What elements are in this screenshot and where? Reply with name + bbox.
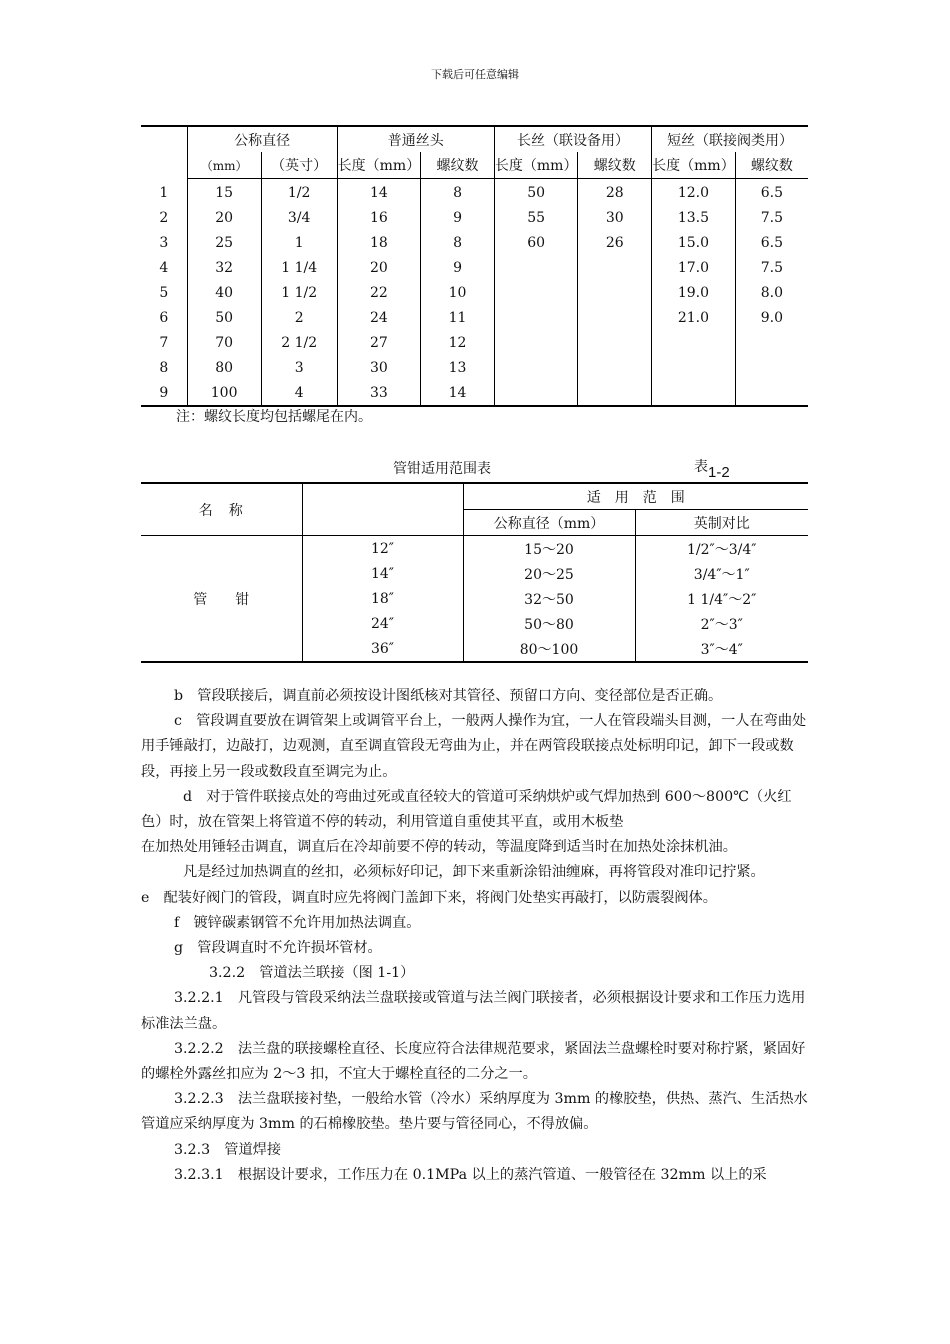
table-cell: 7.5 bbox=[735, 206, 808, 231]
table-cell bbox=[578, 305, 652, 330]
table-cell bbox=[735, 330, 808, 355]
table-row bbox=[141, 231, 808, 256]
table-cell bbox=[735, 355, 808, 380]
group-header: 普通丝头 bbox=[337, 126, 494, 152]
table-cell: 14″ bbox=[302, 561, 463, 586]
para-f: f 镀锌碳素钢管不允许用加热法调直。 bbox=[174, 914, 421, 931]
para-d1: d 对于管件联接点处的弯曲过死或直径较大的管道可采纳烘炉或气焊加热到 600～800℃（火红色）时，放在管架上将管道不停的转动，利用管道自重使其平直，或用木板垫 bbox=[141, 788, 792, 831]
table-cell: 60 bbox=[494, 231, 578, 256]
empty-header bbox=[302, 483, 463, 536]
table-cell: 15.0 bbox=[652, 231, 736, 256]
table-cell: 11 bbox=[421, 305, 495, 330]
para-3-2-2-1: 3.2.2.1 凡管段与管段采纳法兰盘联接或管道与法兰阀门联接者，必须根据设计要求和工作压力选用标准法兰盘。 bbox=[141, 990, 806, 1032]
sub-header: 螺纹数 bbox=[578, 152, 652, 179]
table-note: 注：螺纹长度均包括螺尾在内。 bbox=[176, 409, 372, 425]
table-cell: 14 bbox=[421, 380, 495, 406]
group-header: 长丝（联设备用） bbox=[494, 126, 651, 152]
table-cell: 70 bbox=[187, 330, 261, 355]
table-cell: 18 bbox=[337, 231, 421, 256]
table-cell bbox=[652, 355, 736, 380]
group-header: 公称直径 bbox=[187, 126, 337, 152]
table-number bbox=[694, 456, 730, 481]
thread-length-table bbox=[141, 125, 808, 407]
table-cell bbox=[494, 281, 578, 306]
table-cell bbox=[578, 355, 652, 380]
table-cell bbox=[578, 256, 652, 281]
table-cell bbox=[494, 355, 578, 380]
table-cell: 8 bbox=[421, 179, 495, 206]
table-cell: 14 bbox=[337, 179, 421, 206]
table-row bbox=[141, 355, 808, 380]
table-cell: 2 bbox=[159, 210, 169, 227]
para-d2: 在加热处用锤轻击调直，调直后在冷却前要不停的转动，等温度降到适当时在加热处涂抹机油。 bbox=[141, 839, 737, 856]
table-cell bbox=[578, 281, 652, 306]
body-text bbox=[141, 684, 808, 1188]
table-row bbox=[141, 179, 808, 206]
table-cell bbox=[494, 256, 578, 281]
table-cell: 13.5 bbox=[652, 206, 736, 231]
table-cell: 55 bbox=[494, 206, 578, 231]
col-dn-header: 公称直径（mm） bbox=[463, 510, 635, 536]
table-cell: 20 bbox=[187, 206, 261, 231]
page-header: 下载后可任意编辑 bbox=[431, 68, 519, 81]
table-cell bbox=[578, 330, 652, 355]
table-cell: 24″ bbox=[302, 611, 463, 636]
table-cell: 18″ bbox=[302, 586, 463, 611]
table-cell: 1 1/2 bbox=[261, 281, 337, 306]
table-cell bbox=[494, 305, 578, 330]
table-row bbox=[141, 380, 808, 406]
sub-header: 长度（mm） bbox=[494, 152, 578, 179]
table-cell: 28 bbox=[578, 179, 652, 206]
table-cell bbox=[652, 380, 736, 406]
table-cell: 3 bbox=[159, 235, 169, 252]
table-cell: 13 bbox=[421, 355, 495, 380]
table-cell: 3/4 bbox=[261, 206, 337, 231]
table-cell: 30 bbox=[578, 206, 652, 231]
table-row bbox=[141, 536, 808, 562]
table-row bbox=[141, 281, 808, 306]
table-cell: 3″～4″ bbox=[635, 636, 808, 662]
table-cell: 100 bbox=[187, 380, 261, 406]
table-cell: 4 bbox=[261, 380, 337, 406]
corner-cell bbox=[141, 126, 187, 179]
table-cell: 27 bbox=[337, 330, 421, 355]
table-cell: 12″ bbox=[302, 536, 463, 562]
table-row bbox=[141, 305, 808, 330]
table-cell: 9 bbox=[159, 384, 169, 401]
sub-header: 螺纹数 bbox=[735, 152, 808, 179]
table-cell: 19.0 bbox=[652, 281, 736, 306]
table-cell: 2 1/2 bbox=[261, 330, 337, 355]
para-e: e 配装好阀门的管段，调直时应先将阀门盖卸下来，将阀门处垫实再敲打，以防震裂阀体。 bbox=[141, 889, 717, 906]
table-cell bbox=[578, 380, 652, 406]
table-cell: 15 bbox=[187, 179, 261, 206]
table-cell bbox=[652, 330, 736, 355]
para-c: c 管段调直要放在调管架上或调管平台上，一般两人操作为宜，一人在管段端头目测，一人在弯曲处用手锤敲打，边敲打，边观测，直至调直管段无弯曲为止，并在两管段联接点处标明印记，卸下一段或数段，再接上另一段或数段直至调完为止。 bbox=[141, 713, 807, 780]
sub-header: （mm） bbox=[187, 152, 261, 179]
table-row bbox=[141, 330, 808, 355]
table-cell: 22 bbox=[337, 281, 421, 306]
table-row bbox=[141, 256, 808, 281]
table-cell: 9 bbox=[421, 256, 495, 281]
section-3-2-2: 3.2.2 管道法兰联接（图 1-1） bbox=[209, 965, 415, 982]
table-cell: 3/4″～1″ bbox=[635, 561, 808, 586]
table-cell: 7.5 bbox=[735, 256, 808, 281]
table-cell: 80 bbox=[187, 355, 261, 380]
table-cell: 1 bbox=[159, 185, 169, 202]
table-cell: 32 bbox=[187, 256, 261, 281]
table-cell: 17.0 bbox=[652, 256, 736, 281]
table-cell: 15～20 bbox=[463, 536, 635, 562]
table-cell: 50 bbox=[494, 179, 578, 206]
table-cell: 12 bbox=[421, 330, 495, 355]
table-cell: 36″ bbox=[302, 636, 463, 662]
table-cell: 2 bbox=[261, 305, 337, 330]
table-cell: 24 bbox=[337, 305, 421, 330]
sub-header: （英寸） bbox=[261, 152, 337, 179]
col-name-header: 名 称 bbox=[141, 483, 302, 536]
table-cell: 2″～3″ bbox=[635, 611, 808, 636]
table-caption: 管钳适用范围表 bbox=[393, 461, 491, 477]
table-cell bbox=[494, 380, 578, 406]
table-number-prefix: 表 bbox=[694, 459, 708, 475]
table-cell: 9.0 bbox=[735, 305, 808, 330]
table-cell bbox=[494, 330, 578, 355]
table-cell: 25 bbox=[187, 231, 261, 256]
table-cell: 1 1/4″～2″ bbox=[635, 586, 808, 611]
table-cell bbox=[735, 380, 808, 406]
table-cell: 1 1/4 bbox=[261, 256, 337, 281]
table-row bbox=[141, 206, 808, 231]
para-b: b 管段联接后，调直前必须按设计图纸核对其管径、预留口方向、变径部位是否正确。 bbox=[174, 688, 723, 704]
group-header: 短丝（联接阀类用） bbox=[652, 126, 808, 152]
sub-header: 长度（mm） bbox=[652, 152, 736, 179]
para-3-2-2-2: 3.2.2.2 法兰盘的联接螺栓直径、长度应符合法律规范要求，紧固法兰盘螺栓时要对称拧紧，紧固好的螺栓外露丝扣应为 2～3 扣，不宜大于螺栓直径的二分之一。 bbox=[141, 1040, 806, 1083]
table-cell: 21.0 bbox=[652, 305, 736, 330]
table-cell: 4 bbox=[159, 260, 169, 277]
para-3-2-2-3: 3.2.2.3 法兰盘联接衬垫，一般给水管（冷水）采纳厚度为 3mm 的橡胶垫，供热、蒸汽、生活热水管道应采纳厚度为 3mm 的石棉橡胶垫。垫片要与管径同心，不得放偏。 bbox=[141, 1091, 808, 1133]
table-cell: 6.5 bbox=[735, 231, 808, 256]
table-cell: 8.0 bbox=[735, 281, 808, 306]
table-cell: 1 bbox=[261, 231, 337, 256]
col-inch-header: 英制对比 bbox=[635, 510, 808, 536]
table-cell: 16 bbox=[337, 206, 421, 231]
table-cell: 5 bbox=[159, 285, 169, 301]
table-cell: 1/2 bbox=[261, 179, 337, 206]
table-cell: 10 bbox=[421, 281, 495, 306]
section-3-2-3: 3.2.3 管道焊接 bbox=[174, 1141, 282, 1158]
table-cell: 32～50 bbox=[463, 586, 635, 611]
col-range-header: 适 用 范 围 bbox=[463, 483, 808, 510]
para-3-2-3-1: 3.2.3.1 根据设计要求，工作压力在 0.1MPa 以上的蒸汽管道、一般管径在 32mm 以上的采 bbox=[174, 1166, 767, 1183]
table-cell: 8 bbox=[421, 231, 495, 256]
table-cell: 80～100 bbox=[463, 636, 635, 662]
table-cell: 33 bbox=[337, 380, 421, 406]
table-cell: 6.5 bbox=[735, 179, 808, 206]
table-number-value: 1-2 bbox=[708, 464, 730, 481]
table-cell: 50 bbox=[187, 305, 261, 330]
table-cell: 40 bbox=[187, 281, 261, 306]
table-cell: 30 bbox=[337, 355, 421, 380]
table-cell: 20 bbox=[337, 256, 421, 281]
sub-header: 螺纹数 bbox=[421, 152, 495, 179]
para-g: g 管段调直时不允许损坏管材。 bbox=[174, 940, 382, 957]
sub-header: 长度（mm） bbox=[337, 152, 421, 179]
table-cell: 26 bbox=[578, 231, 652, 256]
table-cell: 3 bbox=[261, 355, 337, 380]
table-cell: 7 bbox=[159, 334, 169, 351]
table-cell: 6 bbox=[159, 309, 169, 326]
table-cell: 8 bbox=[159, 359, 169, 376]
table-cell: 9 bbox=[421, 206, 495, 231]
table-cell: 12.0 bbox=[652, 179, 736, 206]
tool-name: 管 钳 bbox=[193, 591, 250, 608]
table-cell: 50～80 bbox=[463, 611, 635, 636]
table-cell: 1/2″～3/4″ bbox=[635, 536, 808, 562]
para-d3: 凡是经过加热调直的丝扣，必须标好印记，卸下来重新涂铅油缠麻，再将管段对准印记拧紧。 bbox=[183, 864, 765, 881]
table-cell: 20～25 bbox=[463, 561, 635, 586]
pipe-wrench-table bbox=[141, 482, 808, 663]
